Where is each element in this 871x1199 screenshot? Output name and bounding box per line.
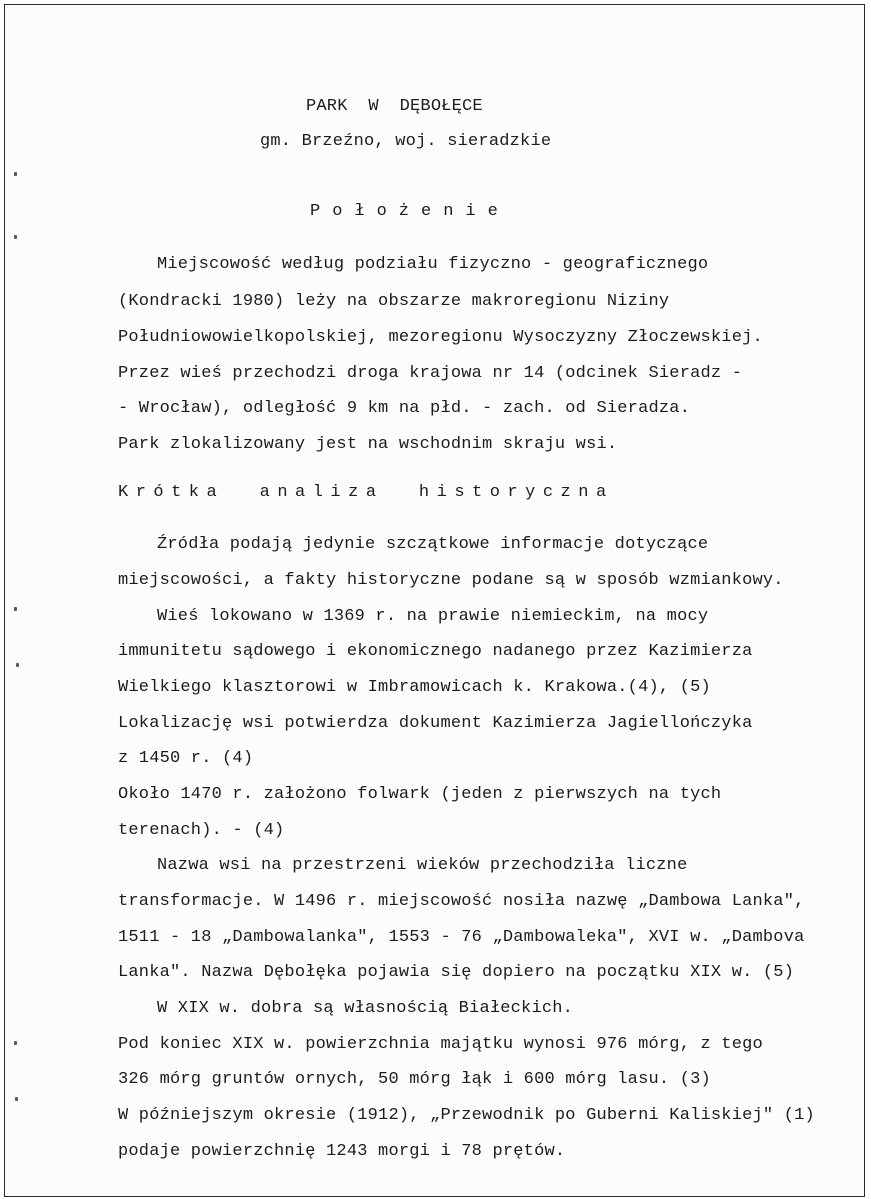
text-line: Wieś lokowano w 1369 r. na prawie niemieckim, na mocy bbox=[157, 607, 709, 626]
text-line: Pod koniec XIX w. powierzchnia majątku wynosi 976 mórg, z tego bbox=[118, 1035, 763, 1054]
text-line: miejscowości, a fakty historyczne podane są w sposób wzmiankowy. bbox=[118, 571, 784, 590]
text-line: Lokalizację wsi potwierdza dokument Kazimierza Jagiellończyka bbox=[118, 714, 753, 733]
section-heading-polozenie: Położenie bbox=[310, 202, 510, 221]
text-line: Źródła podają jedynie szczątkowe informacje dotyczące bbox=[157, 535, 709, 554]
text-line: W późniejszym okresie (1912), „Przewodnik po Guberni Kaliskiej" (1) bbox=[118, 1106, 815, 1125]
text-line: 326 mórg gruntów ornych, 50 mórg łąk i 600 mórg lasu. (3) bbox=[118, 1070, 711, 1089]
text-line: Lanka". Nazwa Dębołęka pojawia się dopiero na początku XIX w. (5) bbox=[118, 963, 795, 982]
text-line: Przez wieś przechodzi droga krajowa nr 14 (odcinek Sieradz - bbox=[118, 364, 743, 383]
text-line: immunitetu sądowego i ekonomicznego nadanego przez Kazimierza bbox=[118, 642, 753, 661]
text-line: Miejscowość według podziału fizyczno - geograficznego bbox=[157, 255, 709, 274]
text-line: Wielkiego klasztorowi w Imbramowicach k. Krakowa.(4), (5) bbox=[118, 678, 711, 697]
text-line: Około 1470 r. założono folwark (jeden z pierwszych na tych bbox=[118, 785, 722, 804]
text-line: Południowowielkopolskiej, mezoregionu Wysoczyzny Złoczewskiej. bbox=[118, 328, 763, 347]
text-line: z 1450 r. (4) bbox=[118, 749, 254, 768]
section-heading-analiza: Krótka analiza historyczna bbox=[118, 483, 614, 502]
text-line: transformacje. W 1496 r. miejscowość nosiła nazwę „Dambowa Lanka", bbox=[118, 892, 805, 911]
text-line: Park zlokalizowany jest na wschodnim skraju wsi. bbox=[118, 435, 618, 454]
text-line: 1511 - 18 „Dambowalanka", 1553 - 76 „Dambowaleka", XVI w. „Dambova bbox=[118, 928, 805, 947]
scan-speck bbox=[16, 663, 19, 667]
text-line: Nazwa wsi na przestrzeni wieków przechodziła liczne bbox=[157, 856, 688, 875]
scan-speck bbox=[15, 1097, 18, 1101]
scan-speck bbox=[14, 1041, 17, 1045]
text-line: terenach). - (4) bbox=[118, 821, 285, 840]
text-line: - Wrocław), odległość 9 km na płd. - zach. od Sieradza. bbox=[118, 399, 691, 418]
scan-speck bbox=[14, 235, 17, 239]
scan-speck bbox=[14, 172, 17, 176]
text-line: (Kondracki 1980) leży na obszarze makroregionu Niziny bbox=[118, 292, 670, 311]
text-line: W XIX w. dobra są własnością Białeckich. bbox=[157, 999, 574, 1018]
document-title: PARK W DĘBOŁĘCE bbox=[306, 97, 483, 116]
text-line: podaje powierzchnię 1243 morgi i 78 prętów. bbox=[118, 1142, 566, 1161]
document-location: gm. Brzeźno, woj. sieradzkie bbox=[260, 132, 552, 151]
scan-speck bbox=[14, 607, 17, 611]
